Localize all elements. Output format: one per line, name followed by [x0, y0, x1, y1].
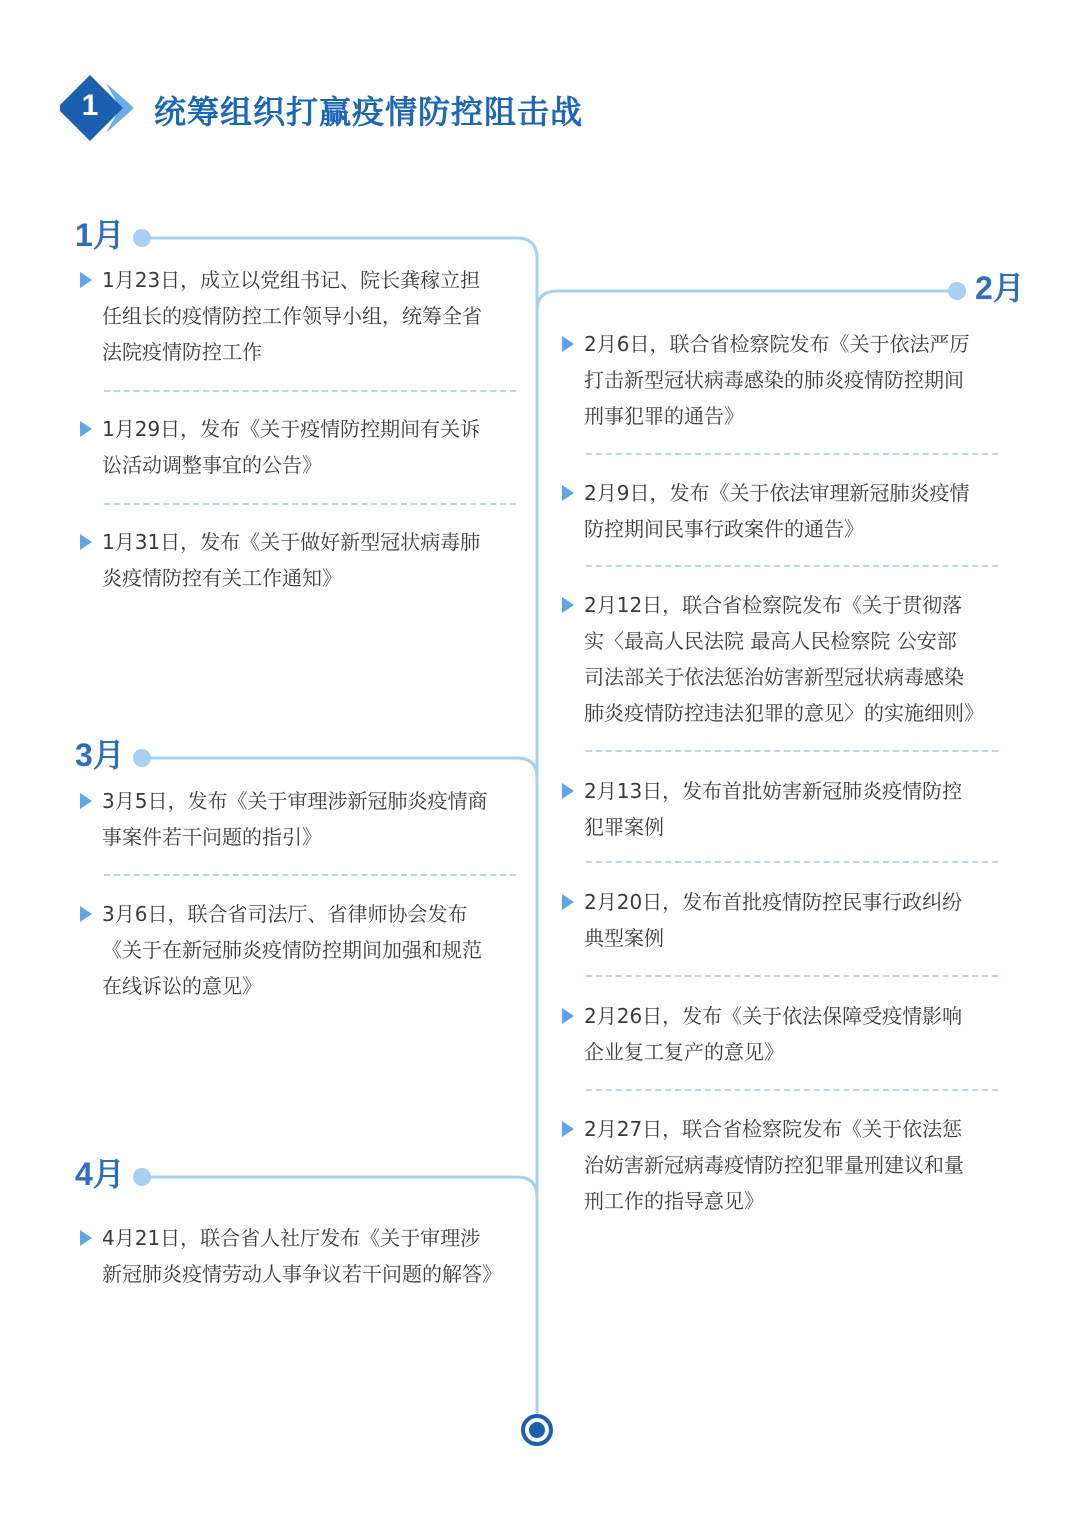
section-number: 1: [81, 89, 99, 122]
list-item-feb-5: [560, 884, 980, 956]
item-text: 2月27日，联合省检察院发布《关于依法惩治妨害新冠病毒疫情防控犯罪量刑建议和量刑工作的指导意见》: [560, 1111, 980, 1219]
list-item-feb-6: [560, 998, 980, 1070]
apr-dot: [133, 1168, 151, 1186]
list-item-jan-3: [78, 524, 498, 596]
divider: [586, 750, 998, 752]
list-item-mar-1: [78, 783, 498, 855]
divider: [586, 453, 998, 455]
list-item-apr-1: [78, 1220, 502, 1292]
item-text: 3月5日，发布《关于审理涉新冠肺炎疫情商事案件若干问题的指引》: [78, 783, 498, 855]
month-label-jan: 1月: [75, 217, 125, 253]
item-text: 1月31日，发布《关于做好新型冠状病毒肺炎疫情防控有关工作通知》: [78, 524, 498, 596]
divider: [104, 503, 516, 505]
item-text: 2月13日，发布首批妨害新冠肺炎疫情防控犯罪案例: [560, 773, 980, 845]
mar-dot: [133, 749, 151, 767]
list-item-feb-7: [560, 1111, 980, 1219]
month-label-feb: 2月: [975, 270, 1025, 306]
item-text: 1月23日，成立以党组书记、院长龚稼立担任组长的疫情防控工作领导小组，统筹全省法院疫情防控工作: [78, 262, 498, 370]
item-text: 1月29日，发布《关于疫情防控期间有关诉讼活动调整事宜的公告》: [78, 411, 498, 483]
section-title: 统筹组织打赢疫情防控阻击战: [154, 93, 584, 131]
divider: [586, 1089, 998, 1091]
item-text: 2月9日，发布《关于依法审理新冠肺炎疫情防控期间民事行政案件的通告》: [560, 475, 980, 547]
divider: [586, 565, 998, 567]
month-label-apr: 4月: [75, 1156, 125, 1192]
divider: [586, 975, 998, 977]
list-item-jan-1: [78, 262, 498, 370]
divider: [586, 861, 998, 863]
divider: [104, 874, 516, 876]
list-item-feb-2: [560, 475, 980, 547]
item-text: 4月21日，联合省人社厅发布《关于审理涉新冠肺炎疫情劳动人事争议若干问题的解答》: [78, 1220, 498, 1292]
item-text: 2月12日，联合省检察院发布《关于贯彻落实〈最高人民法院 最高人民检察院 公安部 司法部关于依法惩治妨害新型冠状病毒感染肺炎疫情防控违法犯罪的意见〉的实施细则》: [560, 587, 980, 731]
item-text: 2月6日，联合省检察院发布《关于依法严厉打击新型冠状病毒感染的肺炎疫情防控期间刑事犯罪的通告》: [560, 326, 980, 434]
jan-dot: [133, 229, 151, 247]
item-text: 3月6日，联合省司法厅、省律师协会发布《关于在新冠肺炎疫情防控期间加强和规范在线诉讼的意见》: [78, 896, 498, 1004]
feb-dot: [948, 282, 966, 300]
list-item-mar-2: [78, 896, 498, 1004]
list-item-jan-2: [78, 411, 498, 483]
item-text: 2月20日，发布首批疫情防控民事行政纠纷典型案例: [560, 884, 980, 956]
list-item-feb-1: [560, 326, 980, 434]
month-label-mar: 3月: [75, 737, 125, 773]
list-item-feb-4: [560, 773, 980, 845]
divider: [104, 390, 516, 392]
item-text: 2月26日，发布《关于依法保障受疫情影响企业复工复产的意见》: [560, 998, 980, 1070]
list-item-feb-3: [560, 587, 984, 731]
